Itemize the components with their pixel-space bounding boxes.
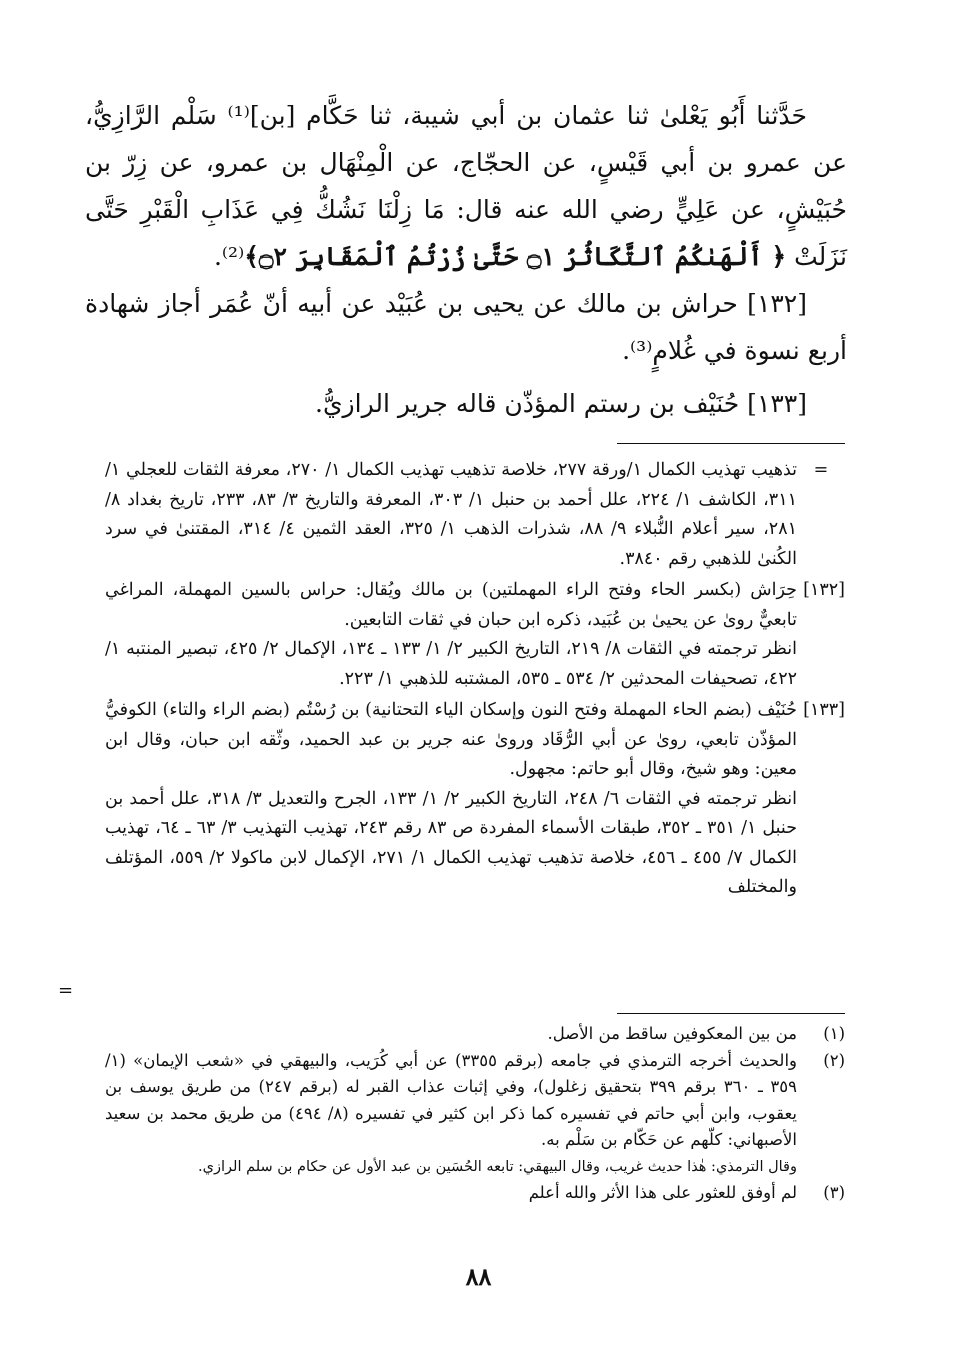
commentary-section (105, 456, 845, 903)
continuation-mark: = (813, 460, 829, 480)
footnote-1 (105, 1021, 845, 1048)
hadith-footnote-ref: ⁽²⁾. (213, 242, 245, 271)
footnote-3 (105, 1180, 845, 1207)
footnote-2 (105, 1048, 845, 1181)
footnote-divider (617, 1013, 845, 1014)
hadith-paragraph (85, 92, 847, 280)
commentary-entry-133 (105, 696, 845, 903)
entry-description: حُنَيْف (بضم الحاء المهملة وفتح النون وإسكان الياء التحتانية) بن رُسْتُم (بضم الراء والتاء) الكوفيُّ المؤذّن تابعي، روىٰ عن أبي الرُّقَاد وروىٰ عنه جرير بن عبد الحميد، وثّقه ابن حبان، وقال ابن معين: وهو شيخ، وقال أبو حاتم: مجهول. (105, 700, 797, 779)
footnotes (105, 1021, 845, 1207)
entry-133-text: [١٣٣] حُنَيْف بن رستم المؤذّن قاله جرير الرازيُّ. (315, 389, 807, 418)
footnote-number: (٢) (823, 1050, 845, 1070)
footnote-number: (١) (823, 1024, 845, 1043)
main-text (85, 92, 847, 427)
footnote-text-addendum: وقال الترمذي: هٰذا حديث غريب، وقال البيهقي: تابعه الحُسَين بن عبد الأول عن حكام بن سلم الرازي. (198, 1158, 797, 1175)
footnote-text: والحديث أخرجه الترمذي في جامعه (برقم ٣٣٥٥) عن أبي كُرَيب، والبيهقي في «شعب الإيمان» (١/ ٣٥٩ ـ ٣٦٠ برقم ٣٩٩ بتحقيق زغلول)، وفي إثبات عذاب القبر له (برقم ٢٤٧) من طريق يوسف بن يعقوب، وابن أبي حاتم في تفسيره كما ذكر ابن كثير في تفسيره (٨/ ٤٩٤) من طريق محمد بن سعيد الأصبهاني: كلّهم عن حَكّام بن سَلْم به. (105, 1050, 798, 1149)
commentary-divider (617, 443, 845, 444)
entry-number: [١٣٢] (803, 580, 845, 600)
entry-references: انظر ترجمته في الثقات ٦/ ٢٤٨، التاريخ الكبير ٢/ ١/ ١٣٣، الجرح والتعديل ٣/ ٣١٨، علل أحمد بن حنبل ١/ ٣٥١ ـ ٣٥٢، طبقات الأسماء المفردة ص ٨٣ رقم ٢٤٣، تهذيب التهذيب ٣/ ٦٣ ـ ٦٤، تهذيب الكمال ٧/ ٤٥٥ ـ ٤٥٦، خلاصة تذهيب تهذيب الكمال ١/ ٢٧١، الإكمال لابن ماكولا ٢/ ٥٥٩، المؤتلف والمختلف (105, 788, 798, 897)
page-number: ٨٨ (465, 1262, 492, 1291)
footnote-number: (٣) (823, 1183, 845, 1202)
entry-number: [١٣٣] (803, 700, 845, 720)
continues-mark: = (58, 980, 74, 1001)
hadith-text: حَدَّثنا أَبُو يَعْلىٰ ثنا عثمان بن أبي شيبة، ثنا حَكَّام [بن]⁽¹⁾ سَلْم الرَّازِيُّ، عن عمرو بن أبي قَيْسٍ، عن الحجّاج، عن الْمِنْهَال بن عمرو، عن زِرّ بن حُبَيْشٍ، عن عَلِيٍّ رضي الله عنه قال: مَا زِلْنَا نَشُكُّ فِي عَذَابِ الْقَبْرِ حَتَّى نَزَلَتْ (85, 101, 847, 271)
footnote-text: لم أوفق للعثور على هذا الأثر والله أعلم (528, 1183, 797, 1202)
commentary-entry-132 (105, 576, 845, 694)
continued-text: تذهيب تهذيب الكمال ١/ورقة ٢٧٧، خلاصة تذهيب تهذيب الكمال ١/ ٢٧٠، معرفة الثقات للعجلي ١/ ٣١١، الكاشف ١/ ٢٢٤، علل أحمد بن حنبل ١/ ٣٠٣، المعرفة والتاريخ ٣/ ٨٣، ٢٣٣، تاريخ بغداد ٨/ ٢٨١، سير أعلام النُّبلاء ٩/ ٨٨، شذرات الذهب ١/ ٣٢٥، العقد الثمين ٤/ ٣١٤، المقتنىٰ في سرد الكُنىٰ للذهبي رقم ٣٨٤٠. (105, 460, 798, 569)
entry-references: انظر ترجمته في الثقات ٨/ ٢١٩، التاريخ الكبير ٢/ ١/ ١٣٣ ـ ١٣٤، الإكمال ٢/ ٤٢٥، تبصير المنتبه ١/ ٤٢٢، تصحيفات المحدثين ٢/ ٥٣٤ ـ ٥٣٥، المشتبه للذهبي ١/ ٢٢٣. (105, 639, 797, 689)
footnote-text: من بين المعكوفين ساقط من الأصل. (547, 1024, 797, 1043)
entry-132-text: [١٣٢] حراش بن مالك عن يحيى بن عُبَيْد عن أبيه أنّ عُمَر أجاز شهادة أربع نسوة في غُلامٍ⁽³⁾. (85, 289, 847, 365)
quran-verse: ﴿ أَلْهَىٰكُمُ ٱلتَّكَاثُرُ ۝١ حَتَّىٰ زُرْتُمُ ٱلْمَقَابِرَ ۝٢﴾ (244, 242, 787, 271)
entry-description: حِرَاش (بكسر الحاء وفتح الراء المهملتين) بن مالك ويُقال: حراس بالسين المهملة، المراغي تابعيٌّ روىٰ عن يحيىٰ بن عُبَيد، ذكره ابن حبان في ثقات التابعين. (105, 580, 797, 630)
commentary-continued (105, 456, 845, 574)
